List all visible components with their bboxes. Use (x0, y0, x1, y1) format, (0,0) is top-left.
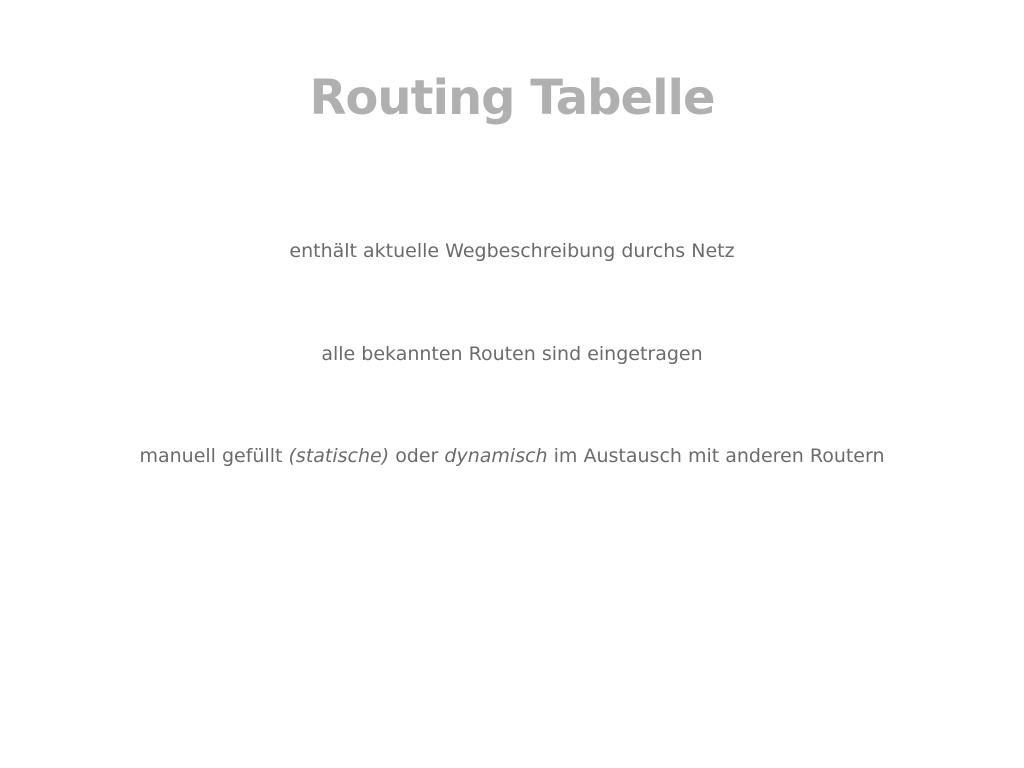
bullet-line-3-part1: manuell gefüllt (139, 445, 283, 467)
bullet-line-3-italic-dynamic: dynamisch (444, 445, 548, 467)
bullet-line-3 (0, 443, 1024, 469)
bullet-line-3-part2: oder (395, 445, 439, 467)
bullet-line-3-italic-static: (statische) (288, 445, 390, 467)
bullet-line-3-part3: im Austausch mit anderen Routern (553, 445, 885, 467)
bullet-line-2 (0, 341, 1024, 367)
slide-title: Routing Tabelle (309, 70, 715, 126)
bullet-line-1-text: enthält aktuelle Wegbeschreibung durchs Netz (289, 240, 735, 262)
bullet-line-2-text: alle bekannten Routen sind eingetragen (321, 343, 703, 365)
bullet-line-1 (0, 238, 1024, 264)
